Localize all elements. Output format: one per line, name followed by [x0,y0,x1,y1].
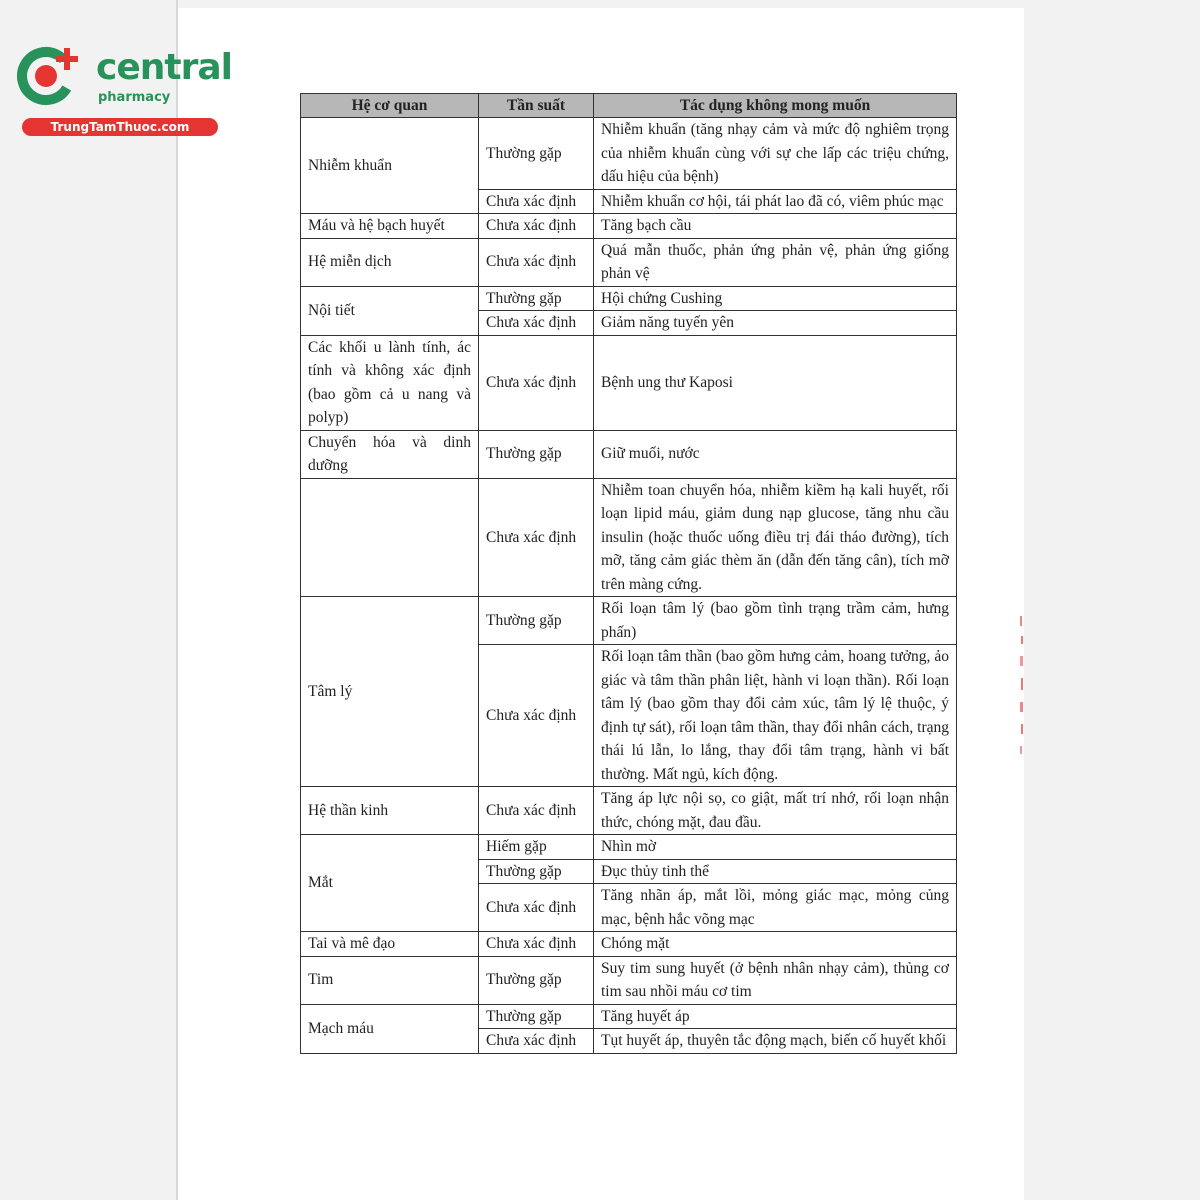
frequency-cell: Chưa xác định [479,645,594,787]
effect-cell: Rối loạn tâm lý (bao gồm tình trạng trầm cảm, hưng phấn) [594,597,957,645]
table-row [301,835,957,860]
effect-cell: Tụt huyết áp, thuyên tắc động mạch, biến cố huyết khối [594,1029,957,1054]
table-row [301,597,957,645]
frequency-cell: Chưa xác định [479,932,594,957]
table-row [301,286,957,311]
effect-cell: Suy tim sung huyết (ở bệnh nhân nhạy cảm), thủng cơ tim sau nhồi máu cơ tim [594,956,957,1004]
system-cell: Tim [301,956,479,1004]
table-row [301,335,957,430]
system-cell: Các khối u lành tính, ác tính và không xác định (bao gồm cả u nang và polyp) [301,335,479,430]
frequency-cell: Chưa xác định [479,478,594,597]
system-cell: Nhiễm khuẩn [301,118,479,214]
frequency-cell: Hiếm gặp [479,835,594,860]
effect-cell: Hội chứng Cushing [594,286,957,311]
frequency-cell: Thường gặp [479,1004,594,1029]
frequency-cell: Thường gặp [479,430,594,478]
effect-cell: Tăng áp lực nội sọ, co giật, mất trí nhớ, rối loạn nhận thức, chóng mặt, đau đầu. [594,787,957,835]
frequency-cell: Chưa xác định [479,787,594,835]
effect-cell: Tăng bạch cầu [594,214,957,239]
effect-cell: Nhiễm toan chuyển hóa, nhiễm kiềm hạ kali huyết, rối loạn lipid máu, giảm dung nạp glucose, tăng nhu cầu insulin (hoặc thuốc uống điều trị đái tháo đường), tích mỡ, tăng cảm giác thèm ăn (dẫn đến tăng cân), tích mỡ trên màng cứng. [594,478,957,597]
frequency-cell: Chưa xác định [479,214,594,239]
system-cell: Mạch máu [301,1004,479,1053]
table-row [301,430,957,478]
system-cell: Máu và hệ bạch huyết [301,214,479,239]
frequency-cell: Thường gặp [479,956,594,1004]
system-cell: Hệ miễn dịch [301,238,479,286]
stamp-fragment-icon [1016,612,1030,762]
watermark-logo [10,38,232,138]
logo-brand-text: central [96,47,232,88]
frequency-cell: Thường gặp [479,118,594,190]
table-row [301,956,957,1004]
frequency-cell: Chưa xác định [479,335,594,430]
effect-cell: Nhìn mờ [594,835,957,860]
logo-site-text: TrungTamThuoc.com [22,118,218,136]
logo-sub-text: pharmacy [98,90,171,105]
table-row [301,478,957,597]
frequency-cell: Chưa xác định [479,884,594,932]
effect-cell: Giảm năng tuyến yên [594,311,957,336]
effect-cell: Rối loạn tâm thần (bao gồm hưng cảm, hoang tưởng, ảo giác và tâm thần phân liệt, hành vi loạn thần). Rối loạn tâm lý (bao gồm thay đổi cảm xúc, tâm lý lệ thuộc, ý định tự sát), rối loạn tâm thần, thay đổi nhân cách, trạng thái lú lẫn, lo lắng, thay đổi tâm trạng, hành vi bất thường. Mất ngủ, kích động. [594,645,957,787]
frequency-cell: Chưa xác định [479,189,594,214]
effect-cell: Tăng nhãn áp, mắt lồi, mỏng giác mạc, mỏng củng mạc, bệnh hắc võng mạc [594,884,957,932]
header-system: Hệ cơ quan [301,94,479,118]
table-row [301,238,957,286]
system-cell: Mắt [301,835,479,932]
effect-cell: Giữ muối, nước [594,430,957,478]
effect-cell: Nhiễm khuẩn (tăng nhạy cảm và mức độ nghiêm trọng của nhiễm khuẩn cùng với sự che lấp các triệu chứng, dấu hiệu của bệnh) [594,118,957,190]
system-cell: Tâm lý [301,597,479,787]
frequency-cell: Chưa xác định [479,311,594,336]
system-cell: Chuyển hóa và dinh dưỡng [301,430,479,478]
system-cell: Tai và mê đạo [301,932,479,957]
frequency-cell: Chưa xác định [479,238,594,286]
table-header-row [301,94,957,118]
frequency-cell: Thường gặp [479,597,594,645]
table-row [301,1004,957,1029]
header-frequency: Tần suất [479,94,594,118]
effect-cell: Đục thủy tinh thể [594,859,957,884]
effect-cell: Nhiễm khuẩn cơ hội, tái phát lao đã có, viêm phúc mạc [594,189,957,214]
table-row [301,932,957,957]
effect-cell: Quá mẫn thuốc, phản ứng phản vệ, phản ứng giống phản vệ [594,238,957,286]
system-cell: Nội tiết [301,286,479,335]
effect-cell: Tăng huyết áp [594,1004,957,1029]
table-row [301,118,957,190]
frequency-cell: Thường gặp [479,859,594,884]
table-row [301,787,957,835]
adverse-effects-table [300,93,957,1054]
central-pharmacy-logo-icon [10,38,90,118]
frequency-cell: Thường gặp [479,286,594,311]
frequency-cell: Chưa xác định [479,1029,594,1054]
table-row [301,214,957,239]
system-cell: Hệ thần kinh [301,787,479,835]
header-effect: Tác dụng không mong muốn [594,94,957,118]
effect-cell: Bệnh ung thư Kaposi [594,335,957,430]
system-cell [301,478,479,597]
effect-cell: Chóng mặt [594,932,957,957]
